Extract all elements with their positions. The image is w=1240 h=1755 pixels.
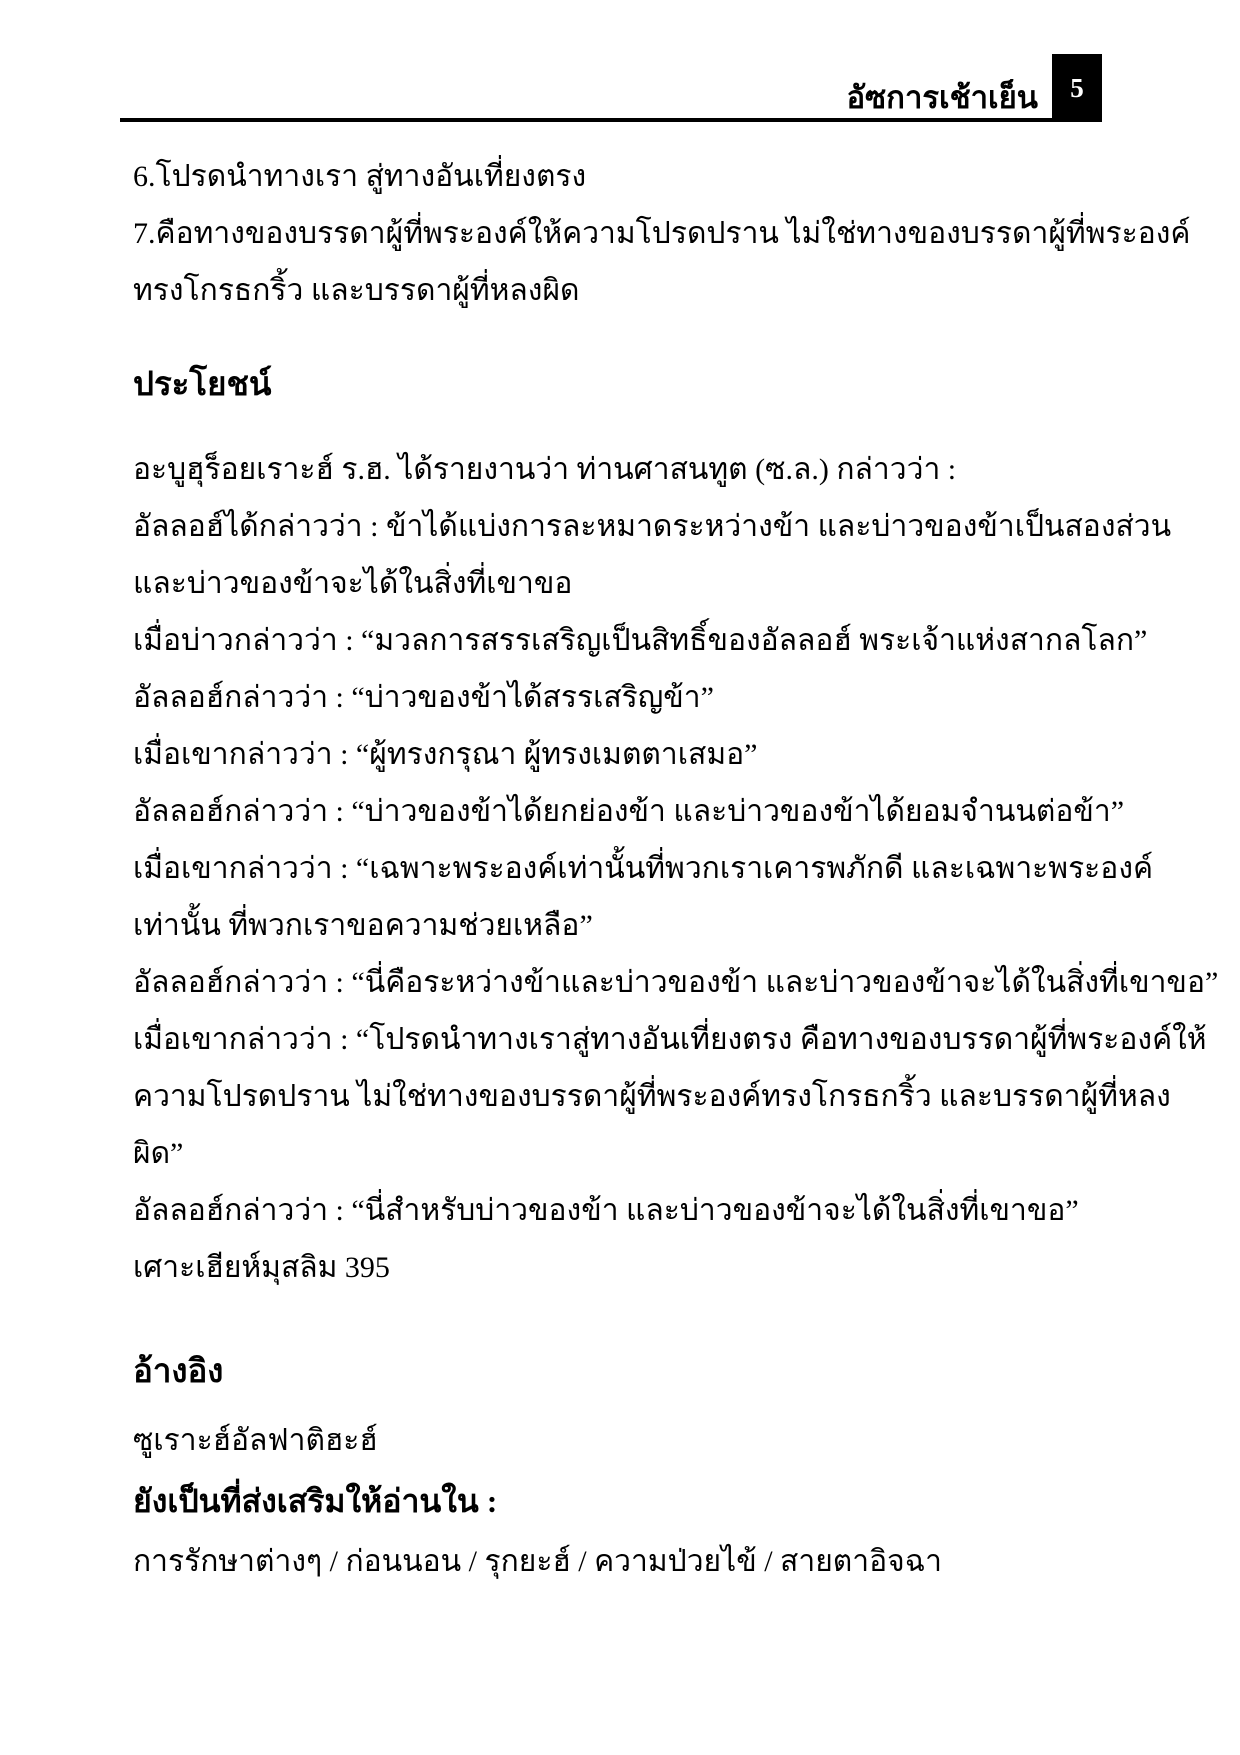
- text-line: อะบูฮุร็อยเราะฮ์ ร.ฮ. ได้รายงานว่า ท่านศาสนทูต (ซ.ล.) กล่าวว่า :: [133, 453, 957, 486]
- page-number-badge: [1052, 54, 1102, 122]
- text-line: อัลลอฮ์กล่าวว่า : “นี่คือระหว่างข้าและบ่าวของข้า และบ่าวของข้าจะได้ในสิ่งที่เขาขอ”: [133, 966, 1219, 999]
- reference-section-body: [133, 1412, 1110, 1590]
- reference-section-heading: อ้างอิง: [133, 1354, 224, 1390]
- text-line: ความโปรดปราน ไม่ใช่ทางของบรรดาผู้ที่พระองค์ทรงโกรธกริ้ว และบรรดาผู้ที่หลง: [133, 1080, 1171, 1113]
- text-line: อัลลอฮ์กล่าวว่า : “นี่สำหรับบ่าวของข้า และบ่าวของข้าจะได้ในสิ่งที่เขาขอ”: [133, 1194, 1079, 1227]
- text-line: 7.คือทางของบรรดาผู้ที่พระองค์ให้ความโปรดปราน ไม่ใช่ทางของบรรดาผู้ที่พระองค์: [133, 217, 1191, 250]
- running-header-title: อัซการเช้าเย็น: [846, 80, 1038, 115]
- page-number: 5: [1070, 72, 1084, 103]
- text-line: เมื่อเขากล่าวว่า : “ผู้ทรงกรุณา ผู้ทรงเมตตาเสมอ”: [133, 738, 758, 771]
- text-line: ผิด”: [133, 1137, 184, 1170]
- text-line: เมื่อเขากล่าวว่า : “โปรดนำทางเราสู่ทางอันเที่ยงตรง คือทางของบรรดาผู้ที่พระองค์ให้: [133, 1023, 1207, 1056]
- text-line: เท่านั้น ที่พวกเราขอความช่วยเหลือ”: [133, 909, 593, 942]
- page-header: [120, 0, 1102, 122]
- page-content: [133, 122, 1219, 1590]
- reference-source-line: ซูเราะฮ์อัลฟาติฮะฮ์: [133, 1424, 378, 1457]
- text-line: เมื่อบ่าวกล่าวว่า : “มวลการสรรเสริญเป็นสิทธิ์ของอัลลอฮ์ พระเจ้าแห่งสากลโลก”: [133, 624, 1148, 657]
- benefit-section-body: [133, 441, 1219, 1296]
- recommended-reading-items: การรักษาต่างๆ / ก่อนนอน / รุกยะฮ์ / ความป่วยไข้ / สายตาอิจฉา: [133, 1545, 942, 1578]
- text-line: 6.โปรดนำทางเรา สู่ทางอันเที่ยงตรง: [133, 160, 587, 193]
- hadith-source-line: เศาะเฮียห์มุสลิม 395: [133, 1251, 390, 1284]
- text-line: อัลลอฮ์กล่าวว่า : “บ่าวของข้าได้ยกย่องข้า และบ่าวของข้าได้ยอมจำนนต่อข้า”: [133, 795, 1125, 828]
- text-line: เมื่อเขากล่าวว่า : “เฉพาะพระองค์เท่านั้นที่พวกเราเคารพภักดี และเฉพาะพระองค์: [133, 852, 1154, 885]
- text-line: ทรงโกรธกริ้ว และบรรดาผู้ที่หลงผิด: [133, 274, 580, 307]
- benefit-section-heading: ประโยชน์: [133, 367, 272, 403]
- text-line: และบ่าวของข้าจะได้ในสิ่งที่เขาขอ: [133, 567, 573, 600]
- text-line: อัลลอฮ์ได้กล่าวว่า : ข้าได้แบ่งการละหมาดระหว่างข้า และบ่าวของข้าเป็นสองส่วน: [133, 510, 1172, 543]
- recommended-reading-heading: ยังเป็นที่ส่งเสริมให้อ่านใน :: [133, 1483, 498, 1519]
- text-line: อัลลอฮ์กล่าวว่า : “บ่าวของข้าได้สรรเสริญข้า”: [133, 681, 714, 714]
- intro-verse-block: [133, 122, 1191, 319]
